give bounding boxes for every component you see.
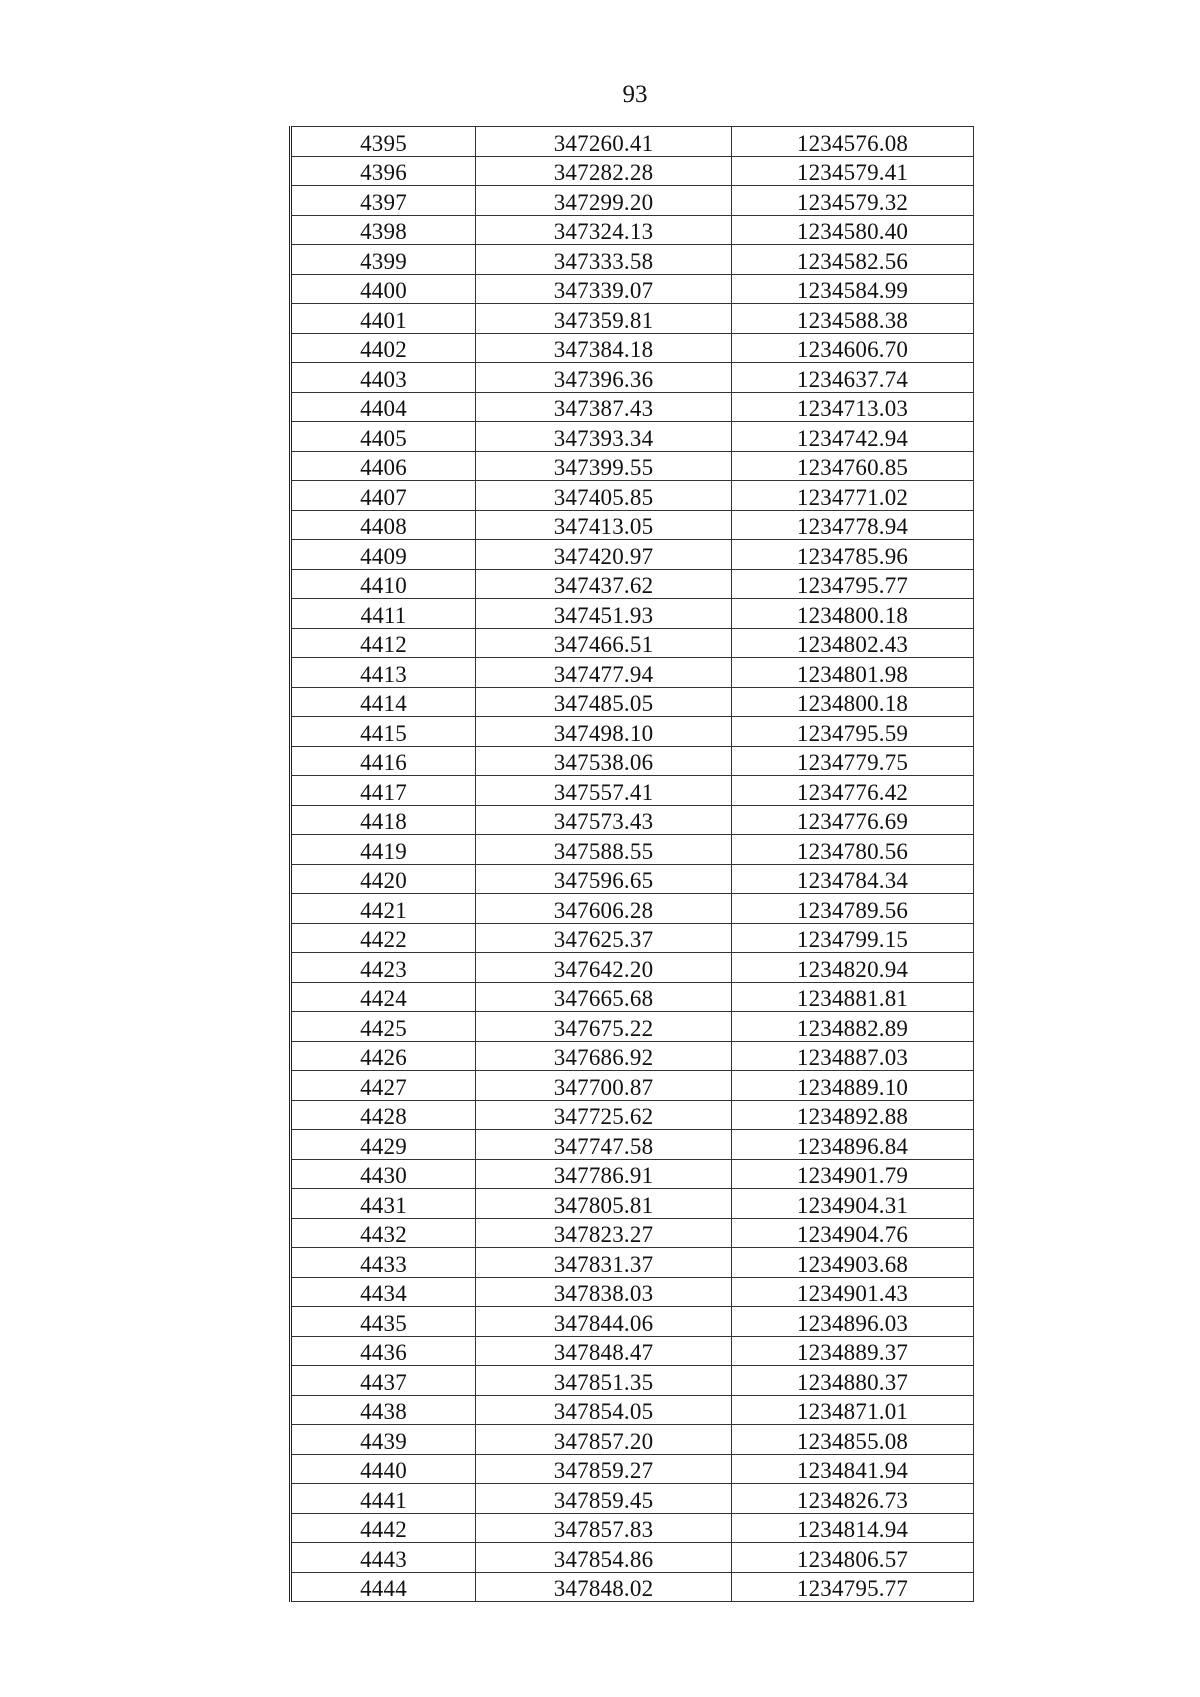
table-row: [291, 776, 974, 806]
table-row: [291, 1041, 974, 1071]
x-coordinate-cell: 347642.20: [476, 953, 732, 983]
point-number-cell: 4414: [291, 687, 476, 717]
y-coordinate-cell: 1234901.79: [732, 1159, 974, 1189]
point-number-cell: 4433: [291, 1248, 476, 1278]
point-number-cell: 4416: [291, 746, 476, 776]
y-coordinate-cell: 1234892.88: [732, 1100, 974, 1130]
table-row: [291, 127, 974, 157]
y-coordinate-cell: 1234785.96: [732, 540, 974, 570]
table-row: [291, 1336, 974, 1366]
x-coordinate-cell: 347823.27: [476, 1218, 732, 1248]
x-coordinate-cell: 347831.37: [476, 1248, 732, 1278]
point-number-cell: 4402: [291, 333, 476, 363]
x-coordinate-cell: 347437.62: [476, 569, 732, 599]
x-coordinate-cell: 347384.18: [476, 333, 732, 363]
x-coordinate-cell: 347844.06: [476, 1307, 732, 1337]
point-number-cell: 4407: [291, 481, 476, 511]
x-coordinate-cell: 347848.47: [476, 1336, 732, 1366]
table-row: [291, 481, 974, 511]
point-number-cell: 4439: [291, 1425, 476, 1455]
x-coordinate-cell: 347854.05: [476, 1395, 732, 1425]
table-row: [291, 835, 974, 865]
x-coordinate-cell: 347848.02: [476, 1572, 732, 1602]
point-number-cell: 4404: [291, 392, 476, 422]
y-coordinate-cell: 1234889.37: [732, 1336, 974, 1366]
point-number-cell: 4444: [291, 1572, 476, 1602]
y-coordinate-cell: 1234896.84: [732, 1130, 974, 1160]
table-row: [291, 451, 974, 481]
x-coordinate-cell: 347466.51: [476, 628, 732, 658]
point-number-cell: 4413: [291, 658, 476, 688]
table-row: [291, 1189, 974, 1219]
x-coordinate-cell: 347857.20: [476, 1425, 732, 1455]
y-coordinate-cell: 1234871.01: [732, 1395, 974, 1425]
x-coordinate-cell: 347686.92: [476, 1041, 732, 1071]
table-row: [291, 1425, 974, 1455]
y-coordinate-cell: 1234904.76: [732, 1218, 974, 1248]
table-row: [291, 1130, 974, 1160]
y-coordinate-cell: 1234855.08: [732, 1425, 974, 1455]
y-coordinate-cell: 1234801.98: [732, 658, 974, 688]
x-coordinate-cell: 347596.65: [476, 864, 732, 894]
table-row: [291, 156, 974, 186]
x-coordinate-cell: 347786.91: [476, 1159, 732, 1189]
point-number-cell: 4432: [291, 1218, 476, 1248]
point-number-cell: 4417: [291, 776, 476, 806]
x-coordinate-cell: 347805.81: [476, 1189, 732, 1219]
point-number-cell: 4395: [291, 127, 476, 157]
table-row: [291, 746, 974, 776]
y-coordinate-cell: 1234881.81: [732, 982, 974, 1012]
y-coordinate-cell: 1234826.73: [732, 1484, 974, 1514]
table-row: [291, 1484, 974, 1514]
y-coordinate-cell: 1234778.94: [732, 510, 974, 540]
y-coordinate-cell: 1234606.70: [732, 333, 974, 363]
x-coordinate-cell: 347573.43: [476, 805, 732, 835]
x-coordinate-cell: 347859.45: [476, 1484, 732, 1514]
x-coordinate-cell: 347606.28: [476, 894, 732, 924]
y-coordinate-cell: 1234779.75: [732, 746, 974, 776]
point-number-cell: 4415: [291, 717, 476, 747]
point-number-cell: 4440: [291, 1454, 476, 1484]
y-coordinate-cell: 1234713.03: [732, 392, 974, 422]
table-row: [291, 422, 974, 452]
point-number-cell: 4428: [291, 1100, 476, 1130]
y-coordinate-cell: 1234814.94: [732, 1513, 974, 1543]
table-row: [291, 569, 974, 599]
point-number-cell: 4399: [291, 245, 476, 275]
x-coordinate-cell: 347675.22: [476, 1012, 732, 1042]
table-row: [291, 982, 974, 1012]
y-coordinate-cell: 1234800.18: [732, 599, 974, 629]
y-coordinate-cell: 1234904.31: [732, 1189, 974, 1219]
table-row: [291, 1307, 974, 1337]
x-coordinate-cell: 347299.20: [476, 186, 732, 216]
table-row: [291, 658, 974, 688]
point-number-cell: 4421: [291, 894, 476, 924]
table-row: [291, 1071, 974, 1101]
table-row: [291, 864, 974, 894]
point-number-cell: 4423: [291, 953, 476, 983]
x-coordinate-cell: 347260.41: [476, 127, 732, 157]
table-row: [291, 245, 974, 275]
table-row: [291, 923, 974, 953]
x-coordinate-cell: 347665.68: [476, 982, 732, 1012]
x-coordinate-cell: 347557.41: [476, 776, 732, 806]
table-row: [291, 333, 974, 363]
x-coordinate-cell: 347393.34: [476, 422, 732, 452]
x-coordinate-cell: 347396.36: [476, 363, 732, 393]
y-coordinate-cell: 1234806.57: [732, 1543, 974, 1573]
point-number-cell: 4437: [291, 1366, 476, 1396]
y-coordinate-cell: 1234880.37: [732, 1366, 974, 1396]
table-row: [291, 1248, 974, 1278]
x-coordinate-cell: 347477.94: [476, 658, 732, 688]
table-row: [291, 894, 974, 924]
point-number-cell: 4430: [291, 1159, 476, 1189]
point-number-cell: 4411: [291, 599, 476, 629]
y-coordinate-cell: 1234789.56: [732, 894, 974, 924]
x-coordinate-cell: 347725.62: [476, 1100, 732, 1130]
x-coordinate-cell: 347413.05: [476, 510, 732, 540]
point-number-cell: 4434: [291, 1277, 476, 1307]
table-row: [291, 1543, 974, 1573]
x-coordinate-cell: 347498.10: [476, 717, 732, 747]
point-number-cell: 4422: [291, 923, 476, 953]
table-row: [291, 717, 974, 747]
x-coordinate-cell: 347859.27: [476, 1454, 732, 1484]
x-coordinate-cell: 347359.81: [476, 304, 732, 334]
table-row: [291, 540, 974, 570]
table-row: [291, 304, 974, 334]
y-coordinate-cell: 1234802.43: [732, 628, 974, 658]
point-number-cell: 4429: [291, 1130, 476, 1160]
x-coordinate-cell: 347625.37: [476, 923, 732, 953]
y-coordinate-cell: 1234784.34: [732, 864, 974, 894]
y-coordinate-cell: 1234579.41: [732, 156, 974, 186]
point-number-cell: 4441: [291, 1484, 476, 1514]
table-row: [291, 628, 974, 658]
y-coordinate-cell: 1234889.10: [732, 1071, 974, 1101]
point-number-cell: 4436: [291, 1336, 476, 1366]
y-coordinate-cell: 1234901.43: [732, 1277, 974, 1307]
table-row: [291, 805, 974, 835]
x-coordinate-cell: 347700.87: [476, 1071, 732, 1101]
table-row: [291, 1513, 974, 1543]
point-number-cell: 4401: [291, 304, 476, 334]
point-number-cell: 4405: [291, 422, 476, 452]
table-row: [291, 687, 974, 717]
point-number-cell: 4400: [291, 274, 476, 304]
table-row: [291, 363, 974, 393]
point-number-cell: 4406: [291, 451, 476, 481]
x-coordinate-cell: 347387.43: [476, 392, 732, 422]
table-row: [291, 215, 974, 245]
table-row: [291, 1012, 974, 1042]
y-coordinate-cell: 1234771.02: [732, 481, 974, 511]
point-number-cell: 4424: [291, 982, 476, 1012]
table-row: [291, 510, 974, 540]
point-number-cell: 4418: [291, 805, 476, 835]
y-coordinate-cell: 1234588.38: [732, 304, 974, 334]
point-number-cell: 4442: [291, 1513, 476, 1543]
y-coordinate-cell: 1234742.94: [732, 422, 974, 452]
point-number-cell: 4412: [291, 628, 476, 658]
y-coordinate-cell: 1234841.94: [732, 1454, 974, 1484]
y-coordinate-cell: 1234579.32: [732, 186, 974, 216]
x-coordinate-cell: 347485.05: [476, 687, 732, 717]
y-coordinate-cell: 1234795.59: [732, 717, 974, 747]
x-coordinate-cell: 347420.97: [476, 540, 732, 570]
y-coordinate-cell: 1234780.56: [732, 835, 974, 865]
point-number-cell: 4408: [291, 510, 476, 540]
y-coordinate-cell: 1234584.99: [732, 274, 974, 304]
point-number-cell: 4426: [291, 1041, 476, 1071]
table-row: [291, 1100, 974, 1130]
y-coordinate-cell: 1234887.03: [732, 1041, 974, 1071]
y-coordinate-cell: 1234580.40: [732, 215, 974, 245]
point-number-cell: 4410: [291, 569, 476, 599]
coordinate-table: [289, 126, 974, 1602]
table-row: [291, 953, 974, 983]
table-row: [291, 1572, 974, 1602]
x-coordinate-cell: 347838.03: [476, 1277, 732, 1307]
y-coordinate-cell: 1234776.42: [732, 776, 974, 806]
table-row: [291, 1366, 974, 1396]
point-number-cell: 4419: [291, 835, 476, 865]
table-row: [291, 186, 974, 216]
y-coordinate-cell: 1234795.77: [732, 1572, 974, 1602]
x-coordinate-cell: 347333.58: [476, 245, 732, 275]
y-coordinate-cell: 1234795.77: [732, 569, 974, 599]
point-number-cell: 4420: [291, 864, 476, 894]
x-coordinate-cell: 347857.83: [476, 1513, 732, 1543]
point-number-cell: 4443: [291, 1543, 476, 1573]
table-row: [291, 1277, 974, 1307]
coordinate-table-body: [291, 127, 974, 1602]
y-coordinate-cell: 1234903.68: [732, 1248, 974, 1278]
x-coordinate-cell: 347851.35: [476, 1366, 732, 1396]
y-coordinate-cell: 1234637.74: [732, 363, 974, 393]
y-coordinate-cell: 1234800.18: [732, 687, 974, 717]
point-number-cell: 4435: [291, 1307, 476, 1337]
table-row: [291, 1454, 974, 1484]
x-coordinate-cell: 347339.07: [476, 274, 732, 304]
y-coordinate-cell: 1234576.08: [732, 127, 974, 157]
x-coordinate-cell: 347854.86: [476, 1543, 732, 1573]
x-coordinate-cell: 347538.06: [476, 746, 732, 776]
table-row: [291, 1218, 974, 1248]
y-coordinate-cell: 1234776.69: [732, 805, 974, 835]
point-number-cell: 4425: [291, 1012, 476, 1042]
point-number-cell: 4403: [291, 363, 476, 393]
y-coordinate-cell: 1234882.89: [732, 1012, 974, 1042]
y-coordinate-cell: 1234799.15: [732, 923, 974, 953]
x-coordinate-cell: 347405.85: [476, 481, 732, 511]
point-number-cell: 4438: [291, 1395, 476, 1425]
table-row: [291, 599, 974, 629]
table-row: [291, 1159, 974, 1189]
table-row: [291, 392, 974, 422]
x-coordinate-cell: 347747.58: [476, 1130, 732, 1160]
y-coordinate-cell: 1234582.56: [732, 245, 974, 275]
x-coordinate-cell: 347282.28: [476, 156, 732, 186]
x-coordinate-cell: 347588.55: [476, 835, 732, 865]
x-coordinate-cell: 347324.13: [476, 215, 732, 245]
y-coordinate-cell: 1234820.94: [732, 953, 974, 983]
point-number-cell: 4396: [291, 156, 476, 186]
x-coordinate-cell: 347451.93: [476, 599, 732, 629]
x-coordinate-cell: 347399.55: [476, 451, 732, 481]
page-number: 93: [622, 81, 648, 108]
point-number-cell: 4398: [291, 215, 476, 245]
point-number-cell: 4397: [291, 186, 476, 216]
table-row: [291, 274, 974, 304]
point-number-cell: 4427: [291, 1071, 476, 1101]
y-coordinate-cell: 1234760.85: [732, 451, 974, 481]
point-number-cell: 4409: [291, 540, 476, 570]
y-coordinate-cell: 1234896.03: [732, 1307, 974, 1337]
table-row: [291, 1395, 974, 1425]
point-number-cell: 4431: [291, 1189, 476, 1219]
